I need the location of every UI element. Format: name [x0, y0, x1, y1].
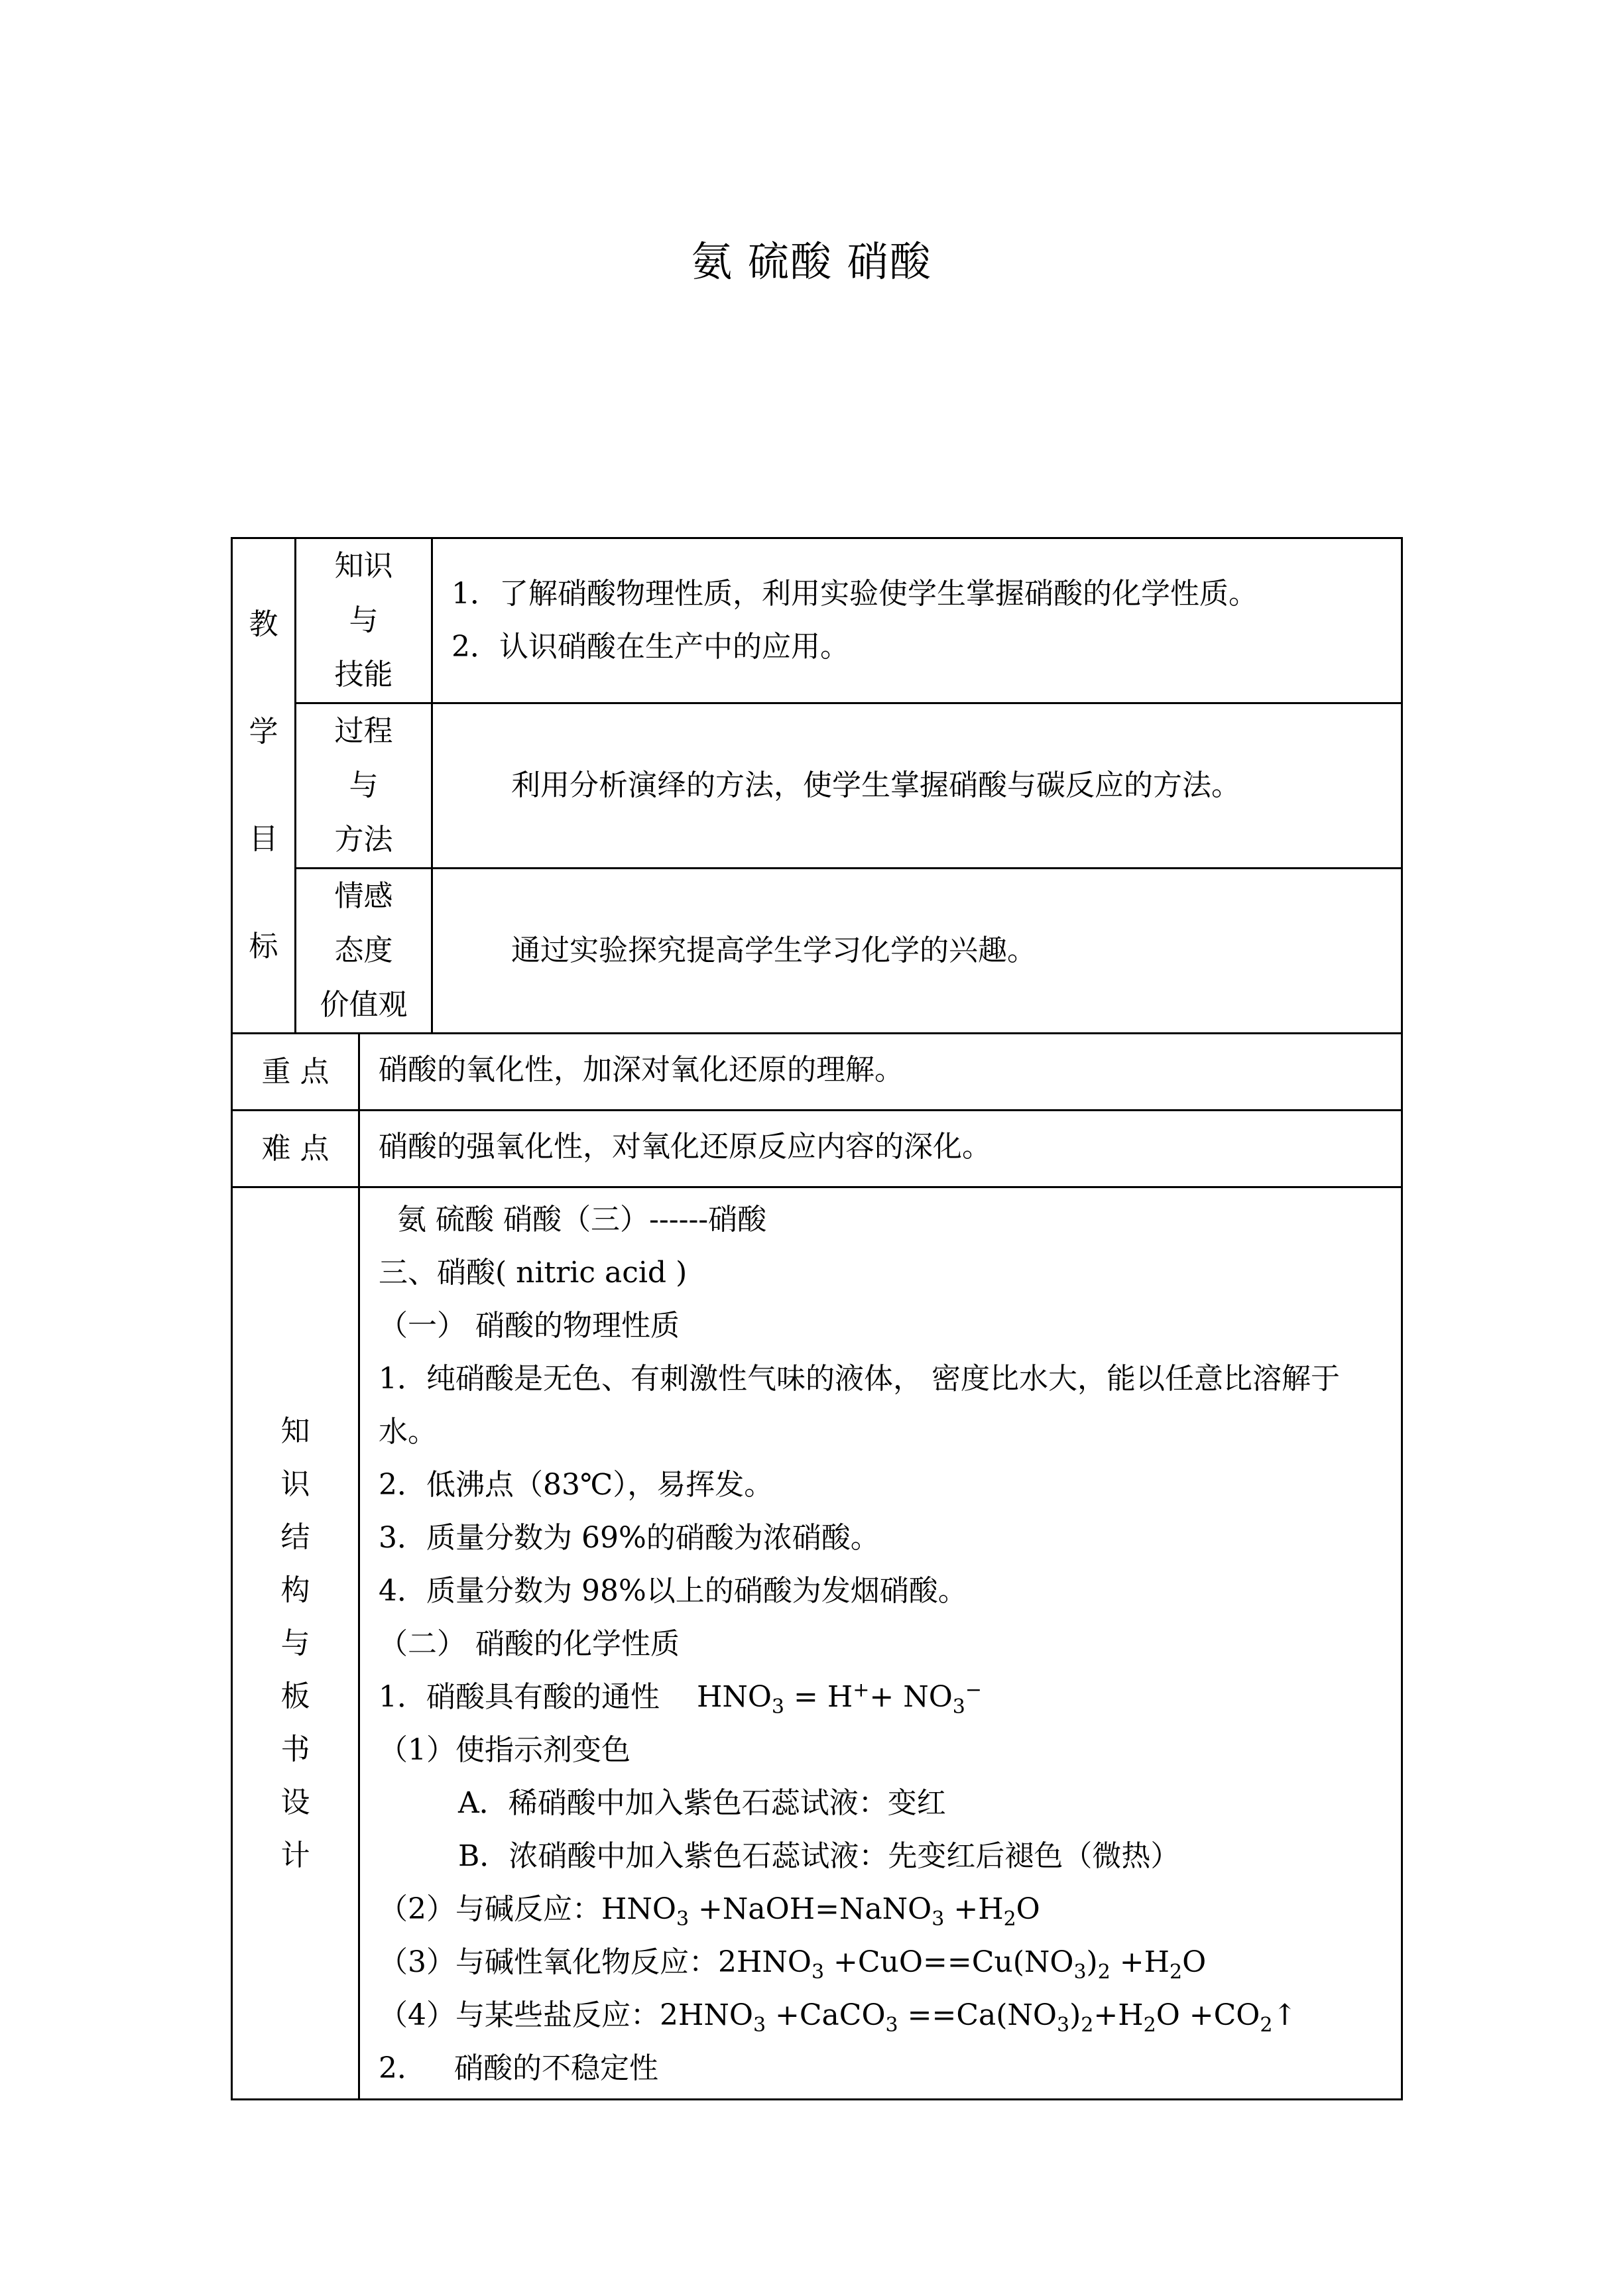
structure-label-char: 构: [280, 1573, 310, 1607]
base-reaction-line: （2）与碱反应：$HNO_3$ +NaOH=NaNO$_3$ $+H_2O$: [379, 1892, 1040, 1931]
acid-property-text: 1．硝酸具有酸的通性: [379, 1680, 697, 1714]
objective-line: 通过实验探究提高学生学习化学的兴趣。: [511, 934, 1036, 967]
acid-property-line: [379, 1671, 1388, 1724]
objective-category-knowledge: [296, 538, 432, 703]
salt-reaction-equation: $2HNO_3$ +CaCO$_3$ $==Ca(NO_3)_2+H_2O$ $+CO_2↑$: [660, 1998, 1297, 2037]
oxide-reaction-line: （3）与碱性氧化物反应：$2HNO_3 +CuO==Cu(NO_3)_2 +H_2O$: [379, 1945, 1207, 1984]
physical-property-4: 4．质量分数为 98%以上的硝酸为发烟硝酸。: [379, 1574, 967, 1608]
ionization-equation: $HNO_3 = H^++ NO_3^-$: [696, 1678, 983, 1719]
category-line: 与: [349, 768, 379, 802]
salt-reaction-line: （4）与某些盐反应：$2HNO_3$ +CaCO$_3$ $==Ca(NO_3)_2+H_2O$ $+CO_2↑$: [379, 1998, 1297, 2037]
indicator-item-b: B．浓硝酸中加入紫色石蕊试液：先变红后褪色（微热）: [458, 1839, 1180, 1873]
category-line: 与: [349, 603, 379, 637]
category-line: 方法: [334, 823, 393, 857]
structure-label-char: 识: [280, 1467, 310, 1501]
oxide-reaction-equation: $2HNO_3 +CuO==Cu(NO_3)_2 +H_2O$: [718, 1945, 1207, 1984]
objective-row-process: [232, 703, 1402, 869]
category-line: 知识: [334, 549, 393, 583]
key-point-text: 硝酸的氧化性，加深对氧化还原的理解。: [359, 1034, 1402, 1111]
difficult-point-label: 难 点: [232, 1111, 359, 1187]
chemical-properties-heading: （二） 硝酸的化学性质: [379, 1627, 680, 1661]
objectives-label: [232, 538, 296, 1034]
structure-row: [232, 1187, 1402, 2100]
lesson-plan-table: [231, 537, 1403, 2100]
section-title: 三、硝酸( nitric acid ): [379, 1256, 688, 1290]
physical-properties-heading: （一） 硝酸的物理性质: [379, 1309, 680, 1343]
structure-label: [232, 1187, 359, 2100]
structure-label-char: 设: [280, 1785, 310, 1819]
category-line: 态度: [334, 934, 393, 967]
page-title: 氨 硫酸 硝酸: [691, 237, 932, 286]
physical-property-1: 1．纯硝酸是无色、有刺激性气味的液体， 密度比水大，能以任意比溶解于水。: [379, 1362, 1340, 1449]
instability-heading: 2． 硝酸的不稳定性: [379, 2051, 658, 2085]
difficult-point-text: 硝酸的强氧化性，对氧化还原反应内容的深化。: [359, 1111, 1402, 1187]
objective-line: 1．了解硝酸物理性质，利用实验使学生掌握硝酸的化学性质。: [451, 577, 1258, 611]
category-line: 技能: [334, 658, 393, 692]
objectives-label-char: 学: [249, 715, 278, 749]
objective-content-process: [432, 703, 1402, 869]
base-reaction-equation: $HNO_3$ +NaOH=NaNO$_3$ $+H_2O$: [601, 1892, 1040, 1931]
key-point-row: [232, 1034, 1402, 1111]
objective-category-process: [296, 703, 432, 869]
objective-content-knowledge: [432, 538, 1402, 703]
objective-row-emotion: [232, 869, 1402, 1034]
objective-line: 利用分析演绎的方法，使学生掌握硝酸与碳反应的方法。: [511, 768, 1240, 802]
key-point-label: 重 点: [232, 1034, 359, 1111]
objective-content-emotion: [432, 869, 1402, 1034]
objective-row-knowledge: [232, 538, 1402, 703]
physical-property-2: 2．低沸点（83℃），易挥发。: [379, 1468, 774, 1502]
structure-label-char: 与: [280, 1626, 310, 1660]
difficult-point-row: [232, 1111, 1402, 1187]
physical-property-3: 3．质量分数为 69%的硝酸为浓硝酸。: [379, 1521, 880, 1555]
structure-label-char: 结: [280, 1520, 310, 1554]
objectives-label-char: 目: [249, 822, 278, 856]
objective-category-emotion: [296, 869, 432, 1034]
structure-label-char: 板: [280, 1679, 310, 1713]
structure-label-char: 知: [280, 1414, 310, 1448]
structure-label-char: 计: [280, 1838, 310, 1872]
objectives-label-char: 教: [249, 607, 278, 641]
structure-content: [359, 1187, 1402, 2100]
objectives-label-char: 标: [249, 930, 278, 963]
indicator-heading: （1）使指示剂变色: [379, 1733, 631, 1767]
structure-label-char: 书: [280, 1732, 310, 1766]
category-line: 价值观: [320, 988, 408, 1022]
structure-heading: 氨 硫酸 硝酸（三）------硝酸: [397, 1203, 767, 1237]
category-line: 情感: [334, 879, 393, 913]
objective-line: 2．认识硝酸在生产中的应用。: [451, 630, 849, 664]
category-line: 过程: [334, 714, 393, 748]
indicator-item-a: A．稀硝酸中加入紫色石蕊试液：变红: [458, 1786, 946, 1820]
